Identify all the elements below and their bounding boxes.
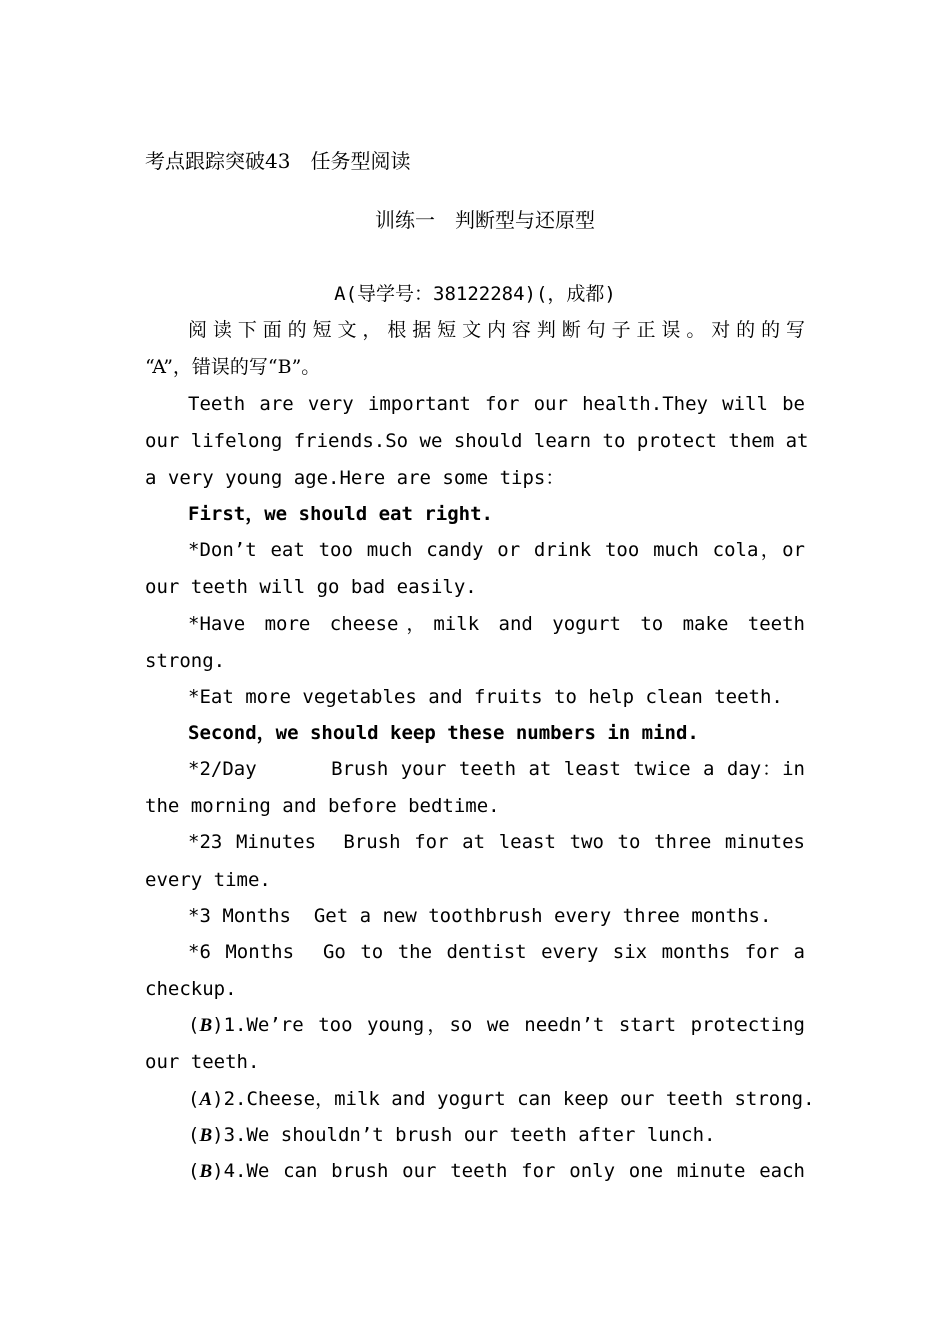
question-text: 1.We’re too young，so we needn’t start protecting bbox=[223, 1014, 805, 1036]
question-item bbox=[188, 1122, 805, 1149]
passage-line: our teeth will go bad easily. bbox=[145, 576, 477, 598]
passage-line: *Have more cheese，milk and yogurt to make teeth bbox=[188, 613, 805, 635]
answer-mark: B bbox=[199, 1015, 213, 1036]
answer-paren: ( bbox=[188, 1014, 200, 1036]
passage-line: *3 Months Get a new toothbrush every three months. bbox=[188, 905, 772, 927]
question-text: 4.We can brush our teeth for only one minute each bbox=[223, 1160, 805, 1182]
question-text: 2.Cheese，milk and yogurt can keep our teeth strong. bbox=[223, 1088, 815, 1110]
passage-line: a very young age.Here are some tips： bbox=[145, 467, 565, 489]
answer-paren: ( bbox=[188, 1160, 200, 1182]
question-continuation: our teeth. bbox=[145, 1051, 260, 1073]
answer-paren: ) bbox=[212, 1088, 224, 1110]
section-subtitle: 训练一 判断型与还原型 bbox=[375, 208, 595, 232]
passage-line: strong. bbox=[145, 650, 226, 672]
passage-line: checkup. bbox=[145, 978, 237, 1000]
passage-line: every time. bbox=[145, 869, 271, 891]
answer-mark: B bbox=[199, 1161, 213, 1182]
passage-heading: First，we should eat right. bbox=[188, 503, 493, 525]
question-text: 3.We shouldn’t brush our teeth after lunch. bbox=[223, 1124, 716, 1146]
passage-line: *Eat more vegetables and fruits to help clean teeth. bbox=[188, 686, 783, 708]
answer-paren: ) bbox=[212, 1160, 224, 1182]
passage-line: *2/Day Brush your teeth at least twice a day：in bbox=[188, 758, 805, 780]
passage-label: A(导学号：38122284)(，成都) bbox=[334, 283, 616, 305]
question-item bbox=[188, 1086, 815, 1113]
question-item bbox=[188, 1012, 805, 1039]
passage-line: our lifelong friends.So we should learn to protect them at bbox=[145, 430, 809, 452]
passage-line: *23 Minutes Brush for at least two to three minutes bbox=[188, 831, 805, 853]
passage-line: *Don’t eat too much candy or drink too much cola，or bbox=[188, 539, 805, 561]
passage-line: Teeth are very important for our health.They will be bbox=[188, 393, 805, 415]
answer-paren: ( bbox=[188, 1124, 200, 1146]
answer-paren: ) bbox=[212, 1124, 224, 1146]
passage-line: the morning and before bedtime. bbox=[145, 795, 500, 817]
answer-mark: B bbox=[199, 1125, 213, 1146]
instruction-line: 阅读下面的短文，根据短文内容判断句子正误。对的的写 bbox=[188, 319, 805, 341]
answer-paren: ( bbox=[188, 1088, 200, 1110]
question-item bbox=[188, 1158, 805, 1185]
answer-mark: A bbox=[199, 1089, 213, 1110]
passage-heading: Second，we should keep these numbers in mind. bbox=[188, 722, 699, 744]
answer-paren: ) bbox=[212, 1014, 224, 1036]
passage-line: *6 Months Go to the dentist every six months for a bbox=[188, 941, 805, 963]
instruction-line: “A”，错误的写“B”。 bbox=[145, 356, 321, 378]
page-title: 考点跟踪突破43 任务型阅读 bbox=[145, 149, 411, 173]
